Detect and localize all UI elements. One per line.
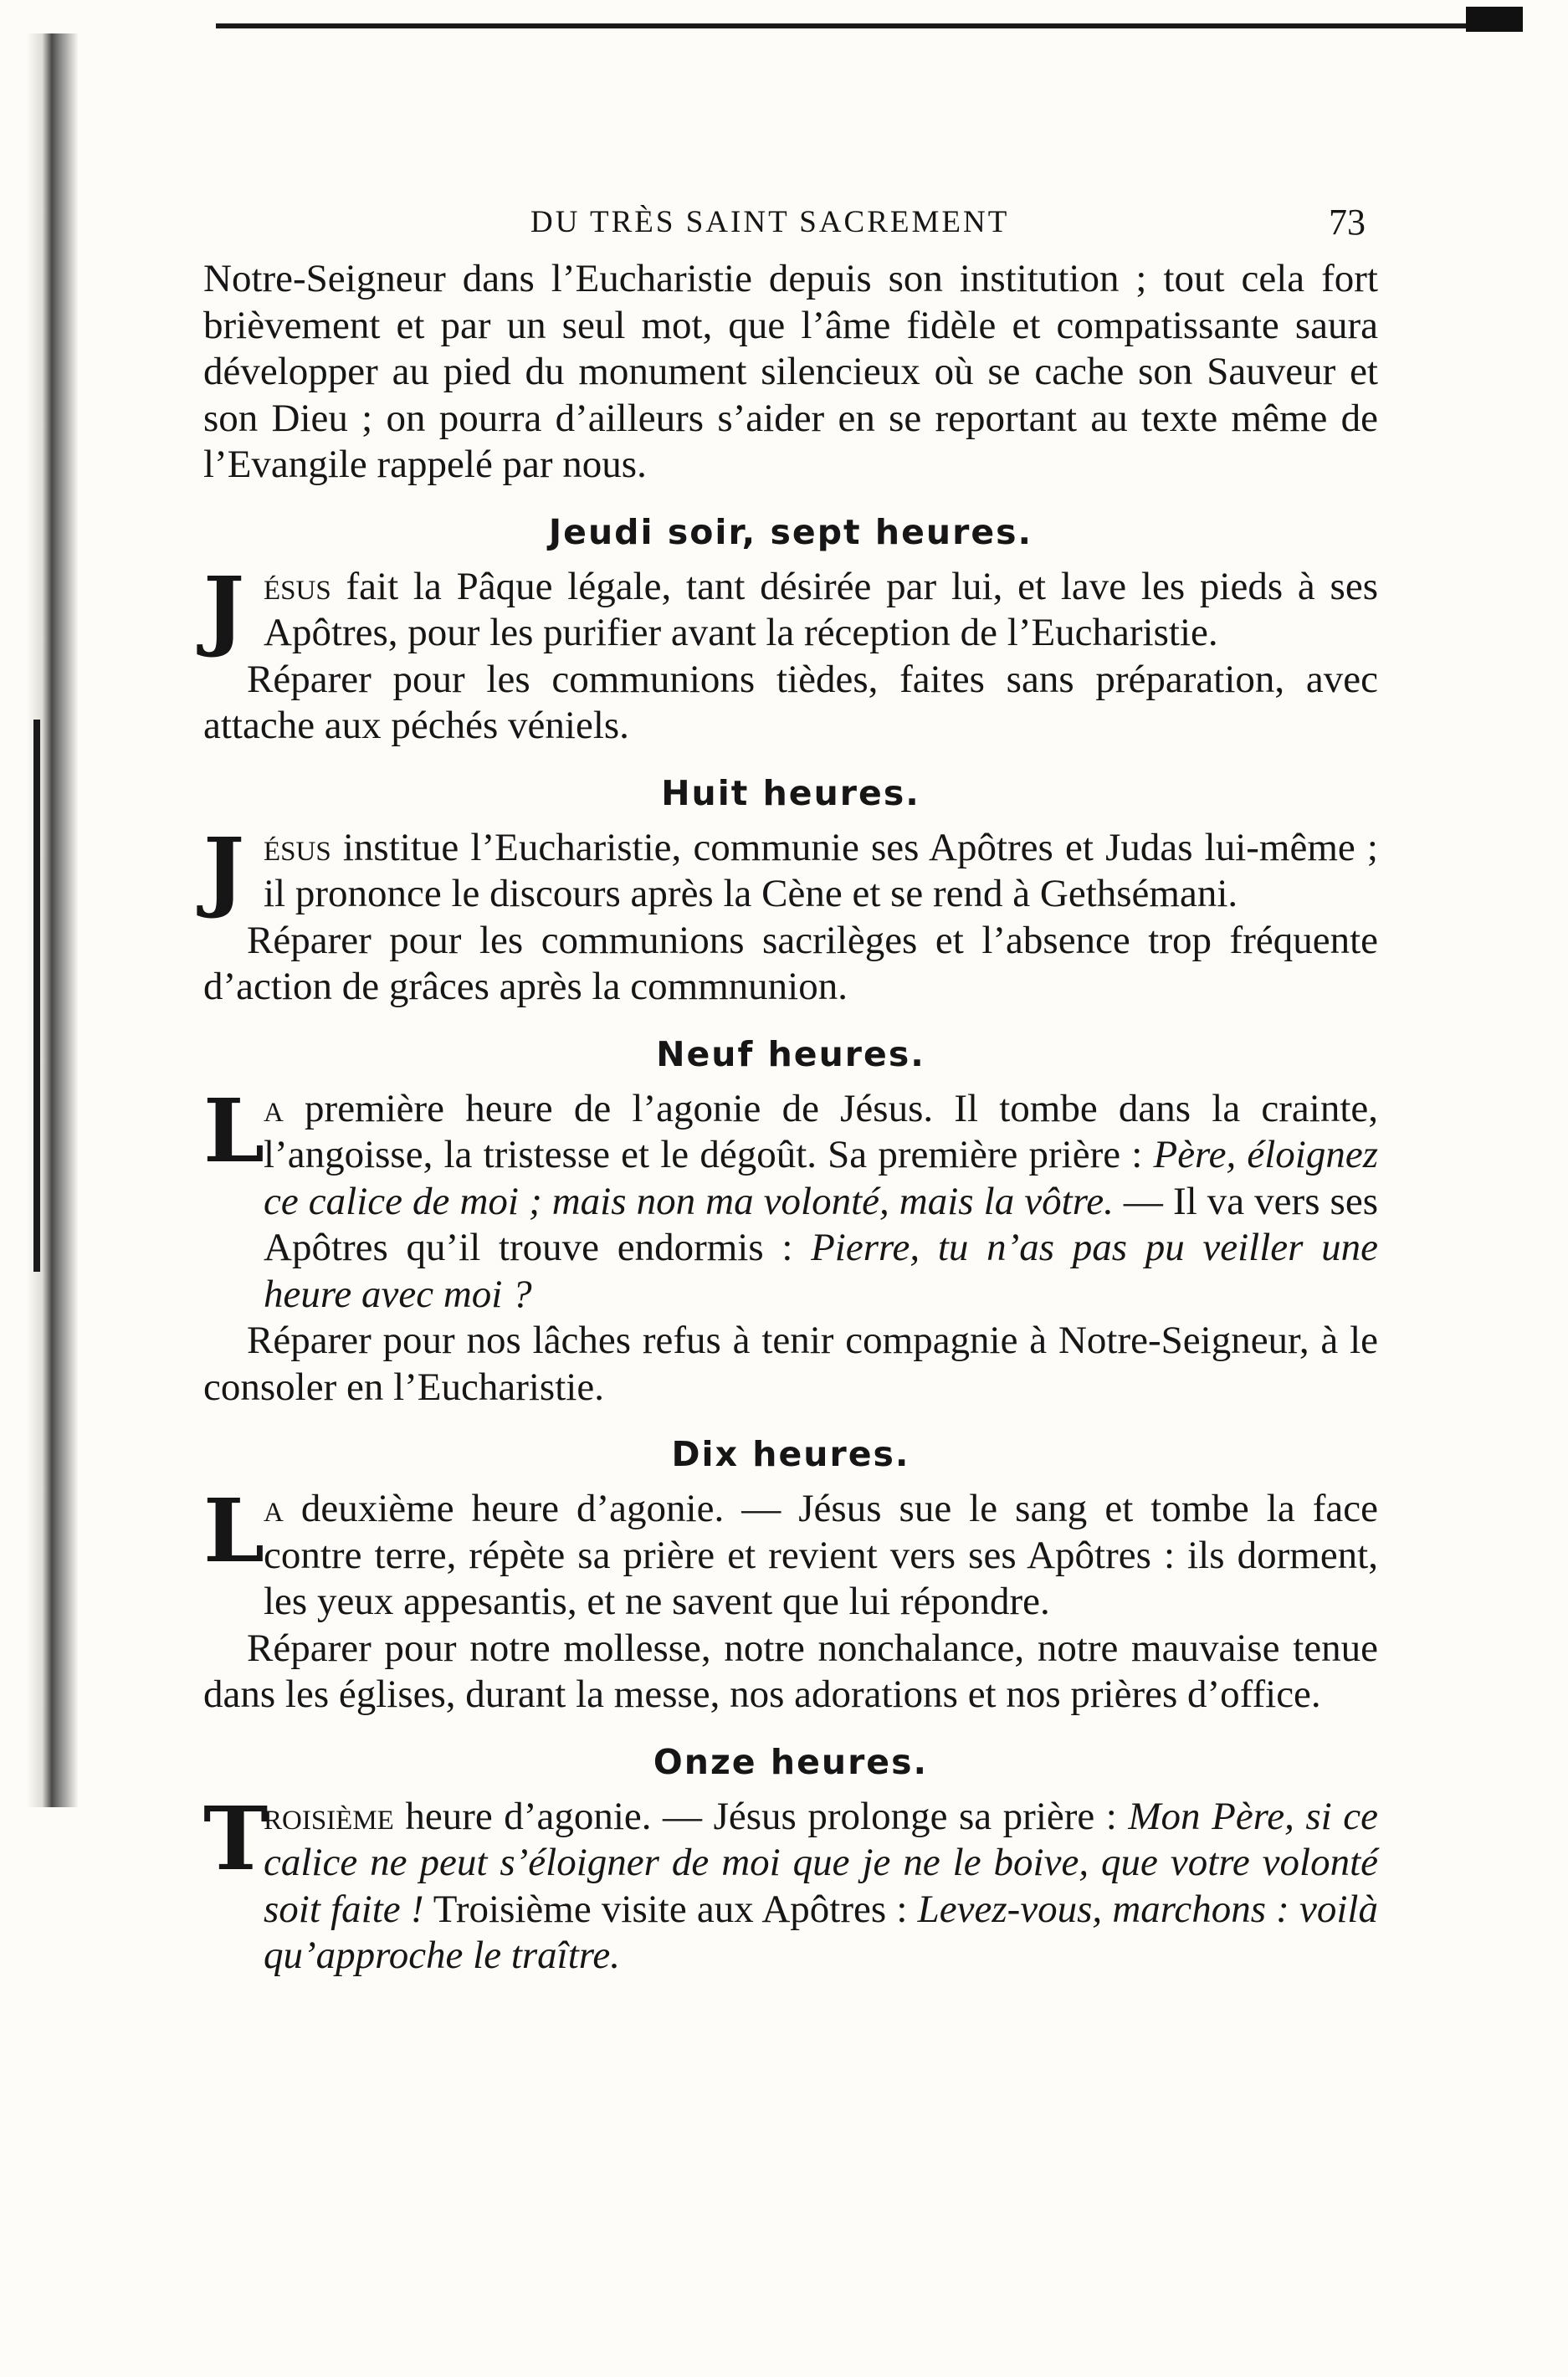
reparation-paragraph: Réparer pour les communions sacrilèges et l’absence trop fréquente d’action de grâces après la commnunion. [203, 918, 1378, 1008]
section-heading: Onze heures. [653, 1741, 929, 1782]
text-block [203, 256, 1378, 1980]
drop-cap: L [203, 1078, 265, 1182]
lead-word: ésus [264, 825, 331, 869]
intro-paragraph: Notre-Seigneur dans l’Eucharistie depuis son institution ; tout cela fort brièvement et par un seul mot, que l’âme fidèle et compatissante saura développer au pied du monument silencieux où se cache son Sauveur et son Dieu ; on pourra d’ailleurs s’aider en se reportant au texte même de l’Evangile rappelé par nous. [203, 257, 1378, 486]
page-number: 73 [1329, 202, 1366, 243]
reparation-paragraph: Réparer pour notre mollesse, notre nonchalance, notre mauvaise tenue dans les églises, durant la messe, nos adorations et nos prières d’office. [203, 1626, 1378, 1716]
paragraph-text: Troisième visite aux Apôtres : [423, 1887, 918, 1931]
paragraph-text: fait la Pâque légale, tant désirée par lui, et lave les pieds à ses Apôtres, pour les purifier avant la réception de l’Eucharistie. [264, 564, 1378, 654]
binding-edge-line [33, 720, 40, 1272]
quotation-italic: Père, éloignez ce calice de moi ; mais non ma volonté, mais la vôtre. [264, 1133, 1379, 1223]
section-heading: Neuf heures. [656, 1033, 925, 1074]
section-paragraph [203, 1479, 1378, 1626]
section-paragraph [203, 1786, 1378, 1980]
paragraph-text: — Il va vers ses Apôtres qu’il trouve endormis : [264, 1179, 1378, 1269]
lead-word: a [264, 1086, 284, 1130]
quotation-italic: Mon Père, si ce calice ne peut s’éloigner de moi que je ne le boive, que votre volonté soit faite ! [264, 1794, 1378, 1931]
lead-word: roisième [264, 1794, 394, 1838]
section-heading: Jeudi soir, sept heures. [548, 511, 1033, 552]
reparation-paragraph: Réparer pour les communions tièdes, faites sans préparation, avec attache aux péchés véniels. [203, 657, 1378, 747]
drop-cap: L [203, 1479, 265, 1582]
running-head: DU TRÈS SAINT SACREMENT [530, 205, 1010, 239]
reparation-paragraph: Réparer pour nos lâches refus à tenir compagnie à Notre-Seigneur, à le consoler en l’Eucharistie. [203, 1319, 1378, 1409]
drop-cap: J [203, 817, 245, 921]
lead-word: a [264, 1487, 284, 1530]
section-heading: Huit heures. [661, 772, 920, 813]
section-paragraph [203, 817, 1378, 921]
quotation-italic: Pierre, tu n’as pas pu veiller une heure avec moi ? [264, 1226, 1378, 1316]
section-paragraph [203, 556, 1378, 660]
paragraph-text: heure d’agonie. — Jésus prolonge sa prière : [393, 1794, 1129, 1838]
paragraph-text: deuxième heure d’agonie. — Jésus sue le sang et tombe la face contre terre, répète sa prière et revient vers ses Apôtres : ils dorment, les yeux appesantis, et ne savent que lui répondre. [264, 1487, 1378, 1623]
top-rule [216, 23, 1521, 28]
lead-word: ésus [264, 564, 331, 608]
paragraph-text: institue l’Eucharistie, communie ses Apôtres et Judas lui-même ; il prononce le discours après la Cène et se rend à Gethsémani. [264, 825, 1378, 915]
section-paragraph [203, 1078, 1379, 1319]
quotation-italic: Levez-vous, marchons : voilà qu’approche le traître. [264, 1887, 1378, 1977]
paragraph-text: première heure de l’agonie de Jésus. Il tombe dans la crainte, l’angoisse, la tristesse et le dégoût. Sa première prière : [264, 1086, 1378, 1176]
section-heading: Dix heures. [671, 1434, 910, 1474]
drop-cap: J [203, 556, 245, 660]
drop-cap: T [203, 1786, 269, 1890]
top-rule-end-mark [1466, 7, 1523, 32]
